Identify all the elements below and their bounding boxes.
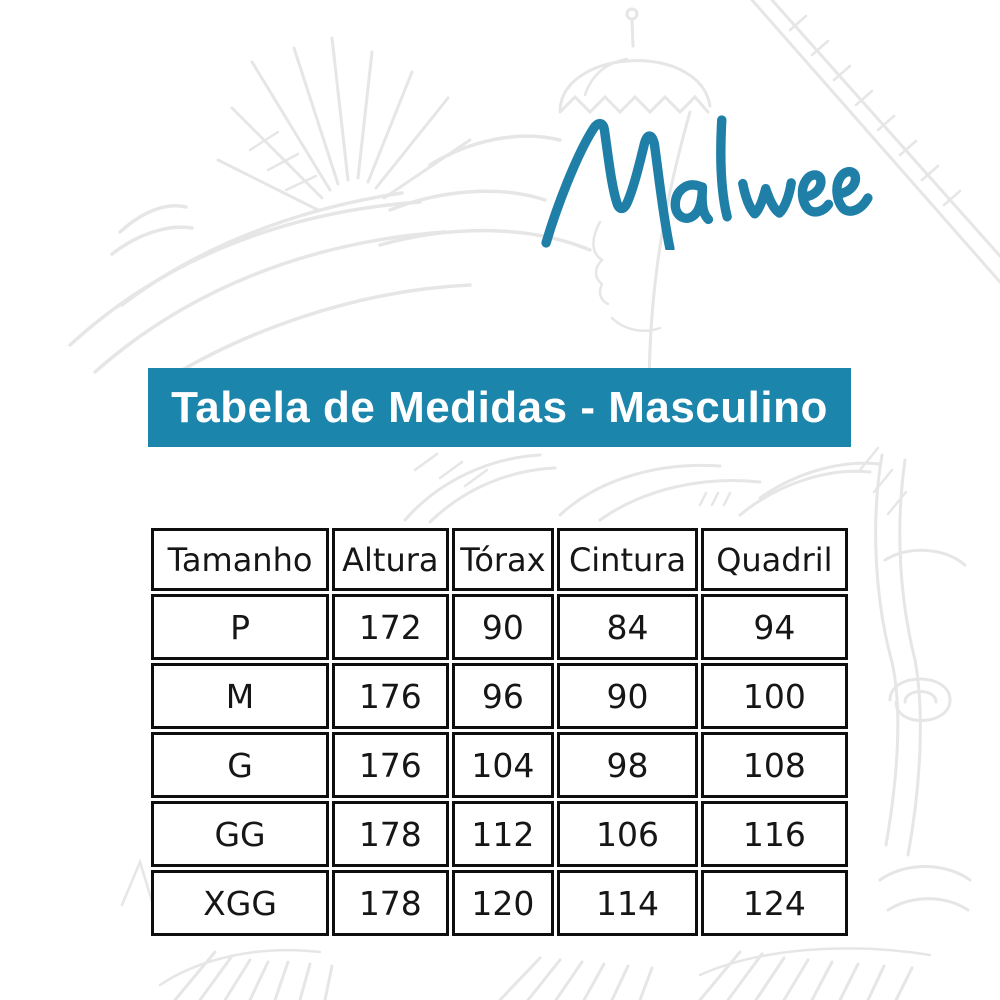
logo-letter-a bbox=[675, 184, 709, 220]
col-header-cintura: Cintura bbox=[557, 528, 697, 591]
cell-torax: 104 bbox=[452, 732, 555, 798]
col-header-torax: Tórax bbox=[452, 528, 555, 591]
cell-torax: 96 bbox=[452, 663, 555, 729]
size-row-g bbox=[151, 732, 848, 798]
sketch-hatch-band-middle bbox=[405, 454, 880, 522]
cell-cintura: 114 bbox=[557, 870, 697, 936]
logo-letter-l bbox=[719, 120, 727, 217]
logo-letter-M bbox=[542, 121, 670, 250]
cell-size: P bbox=[151, 594, 329, 660]
logo-letter-w bbox=[743, 182, 792, 214]
col-header-quadril: Quadril bbox=[701, 528, 848, 591]
malwee-logo bbox=[538, 98, 874, 250]
logo-letter-e1 bbox=[802, 174, 829, 212]
cell-quadril: 116 bbox=[701, 801, 848, 867]
size-table bbox=[148, 525, 851, 939]
sketch-spiky-burst bbox=[218, 38, 470, 210]
cell-size: G bbox=[151, 732, 329, 798]
cell-altura: 176 bbox=[332, 732, 448, 798]
cell-torax: 112 bbox=[452, 801, 555, 867]
sketch-dome bbox=[560, 9, 710, 112]
cell-cintura: 106 bbox=[557, 801, 697, 867]
size-table-header-row bbox=[151, 528, 848, 591]
cell-size: XGG bbox=[151, 870, 329, 936]
col-header-altura: Altura bbox=[332, 528, 448, 591]
cell-quadril: 100 bbox=[701, 663, 848, 729]
cell-altura: 176 bbox=[332, 663, 448, 729]
cell-quadril: 94 bbox=[701, 594, 848, 660]
cell-altura: 172 bbox=[332, 594, 448, 660]
col-header-tamanho: Tamanho bbox=[151, 528, 329, 591]
cell-quadril: 108 bbox=[701, 732, 848, 798]
size-row-m bbox=[151, 663, 848, 729]
logo-letter-e2 bbox=[836, 171, 868, 212]
cell-cintura: 98 bbox=[557, 732, 697, 798]
cell-size: GG bbox=[151, 801, 329, 867]
size-row-p bbox=[151, 594, 848, 660]
cell-torax: 120 bbox=[452, 870, 555, 936]
sketch-right-swirls bbox=[860, 448, 970, 910]
cell-cintura: 90 bbox=[557, 663, 697, 729]
cell-size: M bbox=[151, 663, 329, 729]
cell-torax: 90 bbox=[452, 594, 555, 660]
sketch-figure-top-left bbox=[70, 132, 590, 390]
size-row-gg bbox=[151, 801, 848, 867]
cell-cintura: 84 bbox=[557, 594, 697, 660]
cell-quadril: 124 bbox=[701, 870, 848, 936]
size-row-xgg bbox=[151, 870, 848, 936]
banner-title: Tabela de Medidas - Masculino bbox=[171, 382, 828, 432]
size-chart-banner bbox=[148, 368, 851, 447]
cell-altura: 178 bbox=[332, 870, 448, 936]
cell-altura: 178 bbox=[332, 801, 448, 867]
